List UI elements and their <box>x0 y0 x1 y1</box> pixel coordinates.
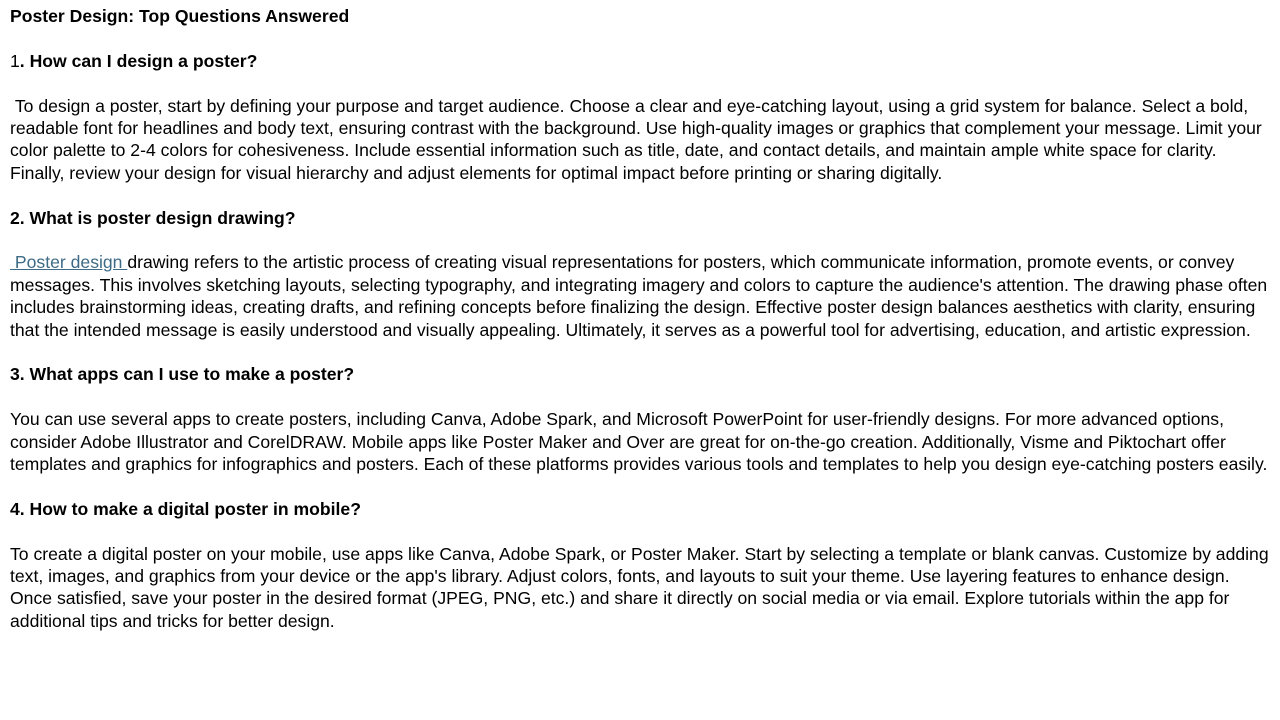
faq-question-3: 3. What apps can I use to make a poster? <box>10 364 355 385</box>
page-title: Poster Design: Top Questions Answered <box>10 6 350 26</box>
poster-design-link[interactable]: Poster design <box>10 252 128 273</box>
faq-question-4: 4. How to make a digital poster in mobile? <box>10 498 361 519</box>
faq-question-1 <box>10 50 1274 72</box>
faq-answer-1: To design a poster, start by defining your purpose and target audience. Choose a clear and eye-catching layout, using a grid system for balance. Select a bold, readable font for headlines and body text, ensuring contrast with the background. Use high-quality images or graphics that complement your message. Limit your color palette to 2-4 colors for cohesiveness. Include essential information such as title, date, and contact details, and maintain ample white space for clarity. Finally, review your design for visual hierarchy and adjust elements for optimal impact before printing or sharing digitally. <box>10 95 1267 183</box>
faq-answer-2-text: drawing refers to the artistic process of creating visual representations for posters, which communicate information, promote events, or convey messages. This involves sketching layouts, selecting typography, and integrating imagery and colors to capture the audience's attention. The drawing phase often includes brainstorming ideas, creating drafts, and refining concepts before finalizing the design. Effective poster design balances aesthetics with clarity, ensuring that the intended message is easily understood and visually appealing. Ultimately, it serves as a powerful tool for advertising, education, and artistic expression. <box>10 252 1268 340</box>
faq-answer-4: To create a digital poster on your mobile, use apps like Canva, Adobe Spark, or Poster Maker. Start by selecting a template or blank canvas. Customize by adding text, images, and graphics from your device or the app's library. Adjust colors, fonts, and layouts to suit your theme. Use layering features to enhance design. Once satisfied, save your poster in the desired format (JPEG, PNG, etc.) and share it directly on social media or via email. Explore tutorials within the app for additional tips and tricks for better design. <box>10 543 1269 631</box>
faq-answer-3: You can use several apps to create posters, including Canva, Adobe Spark, and Microsoft PowerPoint for user-friendly designs. For more advanced options, consider Adobe Illustrator and CorelDRAW. Mobile apps like Poster Maker and Over are great for on-the-go creation. Additionally, Visme and Piktochart offer templates and graphics for infographics and posters. Each of these platforms provides various tools and templates to help you design eye-catching posters easily. <box>10 409 1268 475</box>
faq-question-1-text: . How can I design a poster? <box>19 50 258 71</box>
faq-question-2: 2. What is poster design drawing? <box>10 207 296 228</box>
faq-answer-2 <box>10 251 1274 341</box>
faq-question-1-number: 1 <box>10 50 20 71</box>
